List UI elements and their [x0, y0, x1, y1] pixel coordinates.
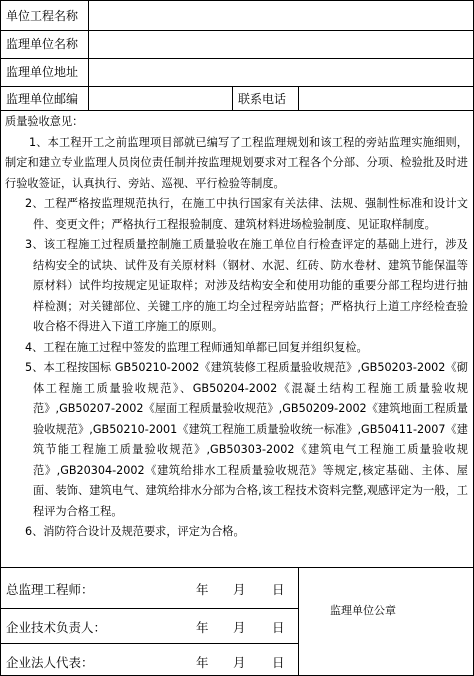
supervisor-seal-label: 监理单位公章: [330, 604, 396, 617]
rule-row-1: [0, 30, 474, 31]
quality-opinion: [5, 112, 468, 543]
legal-rep-label: 企业法人代表：: [6, 655, 94, 670]
opinion-paragraph: 6、消防符合设计及规范要求，评定为合格。: [25, 525, 245, 538]
opinion-paragraph: 4、工程在施工过程中签发的监理工程师通知单都已回复并组织复检。: [25, 340, 368, 354]
date-year: 年: [196, 620, 209, 635]
opinion-paragraph: 2、工程严格按监理规范执行，在施工中执行国家有关法律、法规、强制性标准和设计文件、变更文件；严格执行工程报验制度、建筑材料进场检验制度、见证取样制度。: [25, 197, 468, 231]
date-day: 日: [272, 655, 285, 670]
rule-opinion-bottom: [0, 567, 474, 568]
chief-supervisor-label: 总监理工程师：: [6, 582, 94, 597]
opinion-paragraph: 3、该工程施工过程质量控制施工质量验收在施工单位自行检查评定的基础上进行，涉及结构安全的试块、试件及有关原材料（钢材、水泥、红砖、防水卷材、建筑节能保温等原材料）试件均按规定见证取样；对涉及结构安全和使用功能的重要分部工程均进行抽样检测；对关键部位、关键工序的施工均全过程旁站监督；严格执行上道工序经检查验收合格不得进入下道工序施工的原则。: [25, 238, 468, 333]
date-month: 月: [233, 582, 246, 597]
rule-seal-col: [298, 567, 299, 676]
tech-lead-label: 企业技术负责人：: [6, 620, 107, 635]
rule-sig-1: [0, 608, 298, 609]
rule-row-4: [0, 110, 474, 111]
rule-label-col: [88, 0, 89, 111]
rule-sig-2: [0, 643, 298, 644]
date-year: 年: [196, 655, 209, 670]
opinion-title: 质量验收意见：: [5, 115, 84, 128]
rule-row-3: [0, 86, 474, 87]
opinion-paragraph: 1、本工程开工之前监理项目部就已编写了工程监理规划和该工程的旁站监理实施细则，制定和建立专业监理人员岗位责任制并按监理规划要求对工程各个分部、分项、检验批及时进行验收签证，认真执行、旁站、巡视、平行检验等制度。: [5, 135, 468, 190]
rule-left: [0, 0, 1, 676]
rule-top: [0, 0, 474, 1]
date-month: 月: [233, 620, 246, 635]
project-name-label: 单位工程名称: [6, 9, 79, 23]
rule-phone-col: [298, 86, 299, 111]
date-year: 年: [196, 582, 209, 597]
date-day: 日: [272, 582, 285, 597]
date-day: 日: [272, 620, 285, 635]
supervisor-name-label: 监理单位名称: [6, 37, 79, 51]
date-month: 月: [233, 655, 246, 670]
supervisor-address-label: 监理单位地址: [6, 65, 79, 79]
contact-phone-label: 联系电话: [238, 92, 287, 106]
rule-row-2: [0, 58, 474, 59]
rule-mid-col: [232, 86, 233, 111]
opinion-paragraph: 5、本工程按国标 GB50210-2002《建筑装修工程质量验收规范》,GB50203-2002《砌体工程施工质量验收规范》、GB50204-2002《混凝土结构工程施工质量验收规范》,GB50207-2002《屋面工程质量验收规范》,GB50209-2002《建筑地面工程质量验收规范》,GB50210-2001《建筑工程施工质量验收统一标准》,GB50411-2007《建筑节能工程施工质量验收规范》,GB50303-2002《建筑电气工程施工质量验收规范》,GB20304-2002《建筑给排水工程质量验收规范》等规定,核定基础、主体、屋面、装饰、建筑电气、建筑给排水分部为合格,该工程技术资料完整,观感评定为一般，工程评为合格工程。: [25, 361, 468, 518]
supervisor-postcode-label: 监理单位邮编: [6, 92, 79, 106]
